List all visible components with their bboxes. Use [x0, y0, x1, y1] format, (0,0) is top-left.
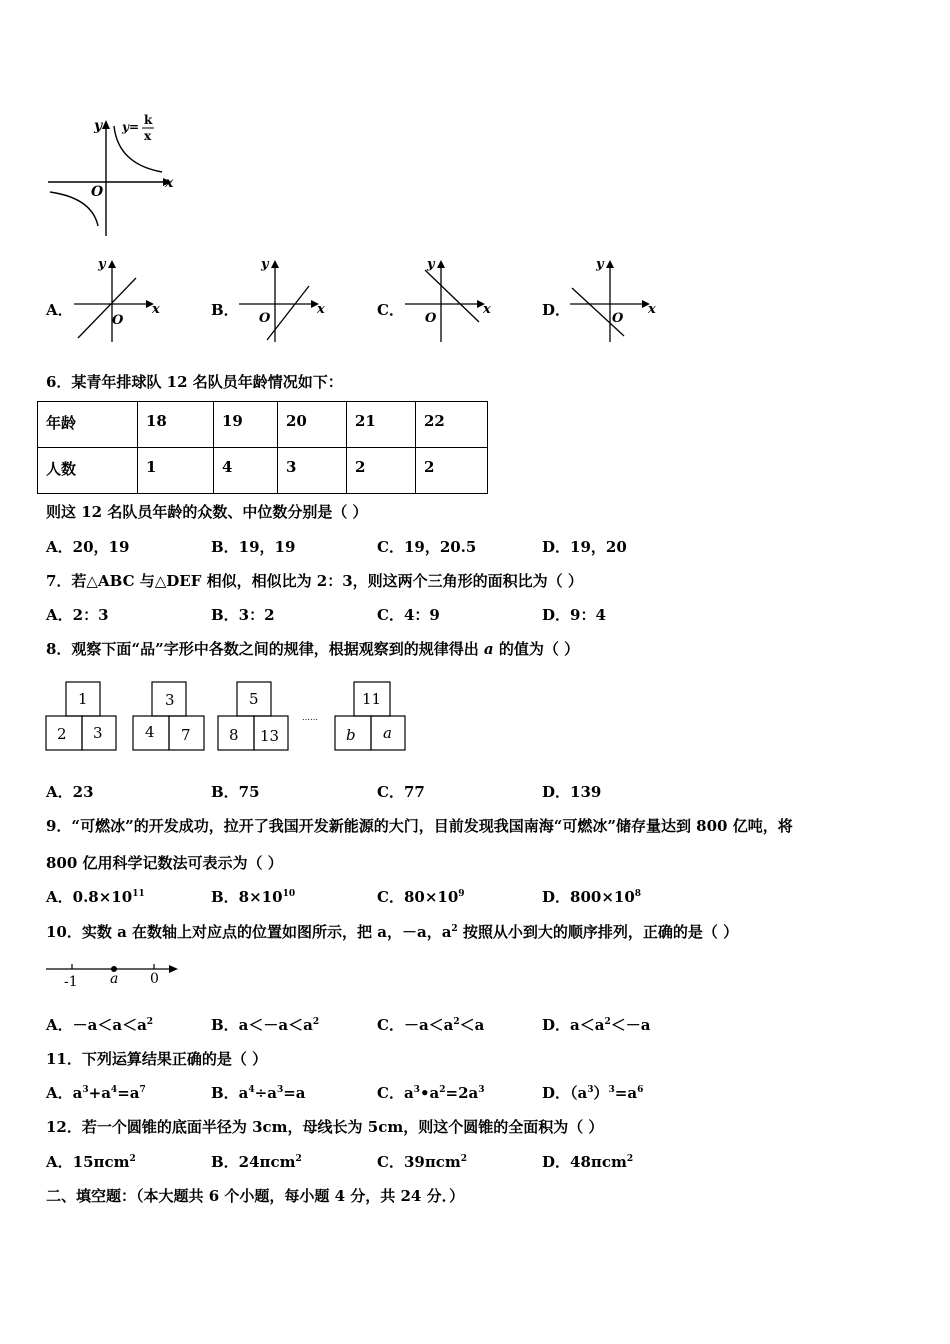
option-exponent: 9 [458, 889, 465, 899]
option-exponent: 2 [626, 1154, 634, 1164]
option-label: A．0.8×10 [46, 888, 133, 906]
q5-option-a-letter[interactable]: A． [46, 301, 73, 319]
q10-option-b[interactable] [211, 1014, 319, 1035]
option-label: B．24πcm [211, 1153, 296, 1171]
q6-option-c[interactable]: C．19，20.5 [377, 538, 477, 556]
option-exponent: 2 [295, 1154, 302, 1164]
y-axis-label: y [98, 257, 106, 272]
q7-option-d[interactable]: D．9：4 [542, 606, 606, 624]
q11-option-d[interactable] [542, 1082, 643, 1103]
q5-option-c-graph[interactable] [403, 256, 495, 344]
option-part: +a [88, 1084, 111, 1102]
option-post: ＜a [459, 1016, 485, 1034]
number-line [44, 958, 184, 992]
q9-option-a[interactable] [46, 886, 145, 907]
y-axis-label: y [94, 118, 103, 134]
table-header-cell: 人数 [38, 448, 138, 494]
option-exponent: 3 [608, 1085, 615, 1095]
figure-1-left: 2 [57, 725, 67, 743]
option-pre: A．－a＜a＜a [46, 1016, 147, 1034]
section-2-title: 二、填空题：（本大题共 6 个小题，每小题 4 分，共 24 分．） [46, 1187, 465, 1205]
q7-stem: 7．若△ABC 与△DEF 相似，相似比为 2：3，则这两个三角形的面积比为（ ） [46, 572, 583, 590]
figure-ellipsis: …… [302, 713, 318, 722]
q9-stem-line1: 9．“可燃冰”的开发成功，拉开了我国开发新能源的大门，目前发现我国南海“可燃冰”储存量达到 800 亿吨，将 [46, 817, 793, 835]
option-exponent: 2 [312, 1017, 320, 1027]
option-part: ） [593, 1084, 609, 1102]
q6-option-d[interactable]: D．19，20 [542, 538, 627, 556]
q10-stem [46, 921, 738, 942]
q8-stem-pre: 8．观察下面“品”字形中各数之间的规律，根据观察到的规律得出 [46, 640, 484, 658]
q7-option-c[interactable]: C．4：9 [377, 606, 440, 624]
figure-2-right: 7 [181, 726, 191, 744]
table-cell: 2 [416, 448, 488, 494]
option-label: A．15πcm [46, 1153, 130, 1171]
option-pre: C．－a＜a [377, 1016, 454, 1034]
pin-figures [40, 676, 420, 756]
q5-option-b-letter[interactable]: B． [211, 301, 239, 319]
figure-2-left: 4 [145, 723, 155, 741]
origin-label: O [259, 311, 271, 326]
q5-option-d-letter[interactable]: D． [542, 301, 571, 319]
q6-option-a[interactable]: A．20，19 [46, 538, 130, 556]
option-exponent: 11 [132, 889, 145, 899]
q5-option-d-graph[interactable] [568, 256, 660, 344]
q9-option-c[interactable] [377, 886, 465, 907]
option-label: D．800×10 [542, 888, 635, 906]
q12-option-d[interactable] [542, 1151, 633, 1172]
q8-option-a[interactable]: A．23 [46, 783, 94, 801]
q7-option-b[interactable]: B．3：2 [211, 606, 275, 624]
option-pre: B．a＜－a＜a [211, 1016, 313, 1034]
q7-option-a[interactable]: A．2：3 [46, 606, 109, 624]
origin-label: O [91, 184, 104, 200]
table-row [38, 402, 488, 448]
q9-option-d[interactable] [542, 886, 641, 907]
table-cell: 1 [138, 448, 214, 494]
q11-option-b[interactable] [211, 1082, 306, 1103]
option-pre: D．a＜a [542, 1016, 605, 1034]
option-exponent: 3 [413, 1085, 420, 1095]
q8-option-c[interactable]: C．77 [377, 783, 425, 801]
figure-4-top: 11 [362, 690, 382, 708]
option-part: =a [614, 1084, 638, 1102]
option-label: C．80×10 [377, 888, 459, 906]
option-exponent: 2 [453, 1017, 460, 1027]
figure-2-top: 3 [165, 691, 175, 709]
origin-label: O [112, 313, 124, 328]
q8-stem-var: a [483, 640, 494, 658]
q10-stem-exponent: 2 [451, 924, 458, 934]
table-cell: 20 [278, 402, 347, 448]
table-header-cell: 年龄 [38, 402, 138, 448]
figure-3-right: 13 [260, 727, 280, 745]
function-y-label: y= [122, 120, 140, 134]
age-table [37, 401, 488, 494]
option-exponent: 10 [282, 889, 296, 899]
q6-stem: 6．某青年排球队 12 名队员年龄情况如下： [46, 373, 343, 391]
table-cell: 2 [347, 448, 416, 494]
tick-minus-one: -1 [64, 974, 78, 990]
x-axis-label: x [648, 302, 656, 317]
option-exponent: 2 [460, 1154, 468, 1164]
table-cell: 19 [214, 402, 278, 448]
x-axis-label: x [317, 302, 325, 317]
q6-option-b[interactable]: B．19，19 [211, 538, 296, 556]
option-part: =2a [445, 1084, 479, 1102]
option-exponent: 3 [82, 1085, 89, 1095]
q11-option-c[interactable] [377, 1082, 485, 1103]
q5-option-a-graph[interactable] [72, 256, 164, 344]
figure-3-left: 8 [229, 726, 239, 744]
hyperbola-graph [44, 112, 184, 242]
function-x-label: x [144, 129, 152, 143]
x-axis-label: x [152, 302, 160, 317]
y-axis-label: y [261, 257, 269, 272]
figure-4-left: b [346, 726, 356, 744]
x-axis-label: x [483, 302, 491, 317]
option-post: ＜－a [610, 1016, 651, 1034]
option-label: B．8×10 [211, 888, 283, 906]
option-exponent: 2 [146, 1017, 154, 1027]
figure-1-right: 3 [93, 724, 103, 742]
y-axis-label: y [596, 257, 604, 272]
figure-3-top: 5 [249, 690, 259, 708]
q6-question: 则这 12 名队员年龄的众数、中位数分别是（ ） [46, 503, 368, 521]
q10-stem-pre: 10．实数 a 在数轴上对应点的位置如图所示，把 a，－a，a [46, 923, 452, 941]
table-cell: 21 [347, 402, 416, 448]
option-exponent: 8 [634, 889, 642, 899]
table-cell: 18 [138, 402, 214, 448]
option-exponent: 4 [248, 1085, 255, 1095]
table-cell: 3 [278, 448, 347, 494]
option-exponent: 6 [637, 1085, 644, 1095]
q8-option-d[interactable]: D．139 [542, 783, 602, 801]
q5-option-c-letter[interactable]: C． [377, 301, 404, 319]
function-k-label: k [144, 113, 153, 127]
tick-zero: 0 [150, 971, 159, 987]
point-a-label: a [110, 971, 119, 987]
figure-4-right: a [383, 724, 392, 742]
option-part: =a [117, 1084, 140, 1102]
q12-option-a[interactable] [46, 1151, 136, 1172]
option-label: D．48πcm [542, 1153, 627, 1171]
option-exponent: 3 [587, 1085, 594, 1095]
q8-option-b[interactable]: B．75 [211, 783, 260, 801]
q12-stem: 12．若一个圆锥的底面半径为 3cm，母线长为 5cm，则这个圆锥的全面积为（ ） [46, 1118, 604, 1136]
option-part: ÷a [254, 1084, 277, 1102]
x-axis-label: x [165, 175, 174, 191]
q8-stem [46, 638, 579, 659]
q10-option-a[interactable] [46, 1014, 153, 1035]
q9-stem-line2: 800 亿用科学记数法可表示为（ ） [46, 854, 283, 872]
option-part: A．a [46, 1084, 83, 1102]
option-exponent: 7 [139, 1085, 146, 1095]
q12-option-c[interactable] [377, 1151, 467, 1172]
origin-label: O [425, 311, 437, 326]
option-exponent: 4 [110, 1085, 118, 1095]
q8-stem-post: 的值为（ ） [493, 640, 580, 658]
q10-option-d[interactable] [542, 1014, 650, 1035]
option-exponent: 2 [604, 1017, 611, 1027]
q9-option-b[interactable] [211, 886, 295, 907]
y-axis-label: y [427, 257, 435, 272]
q11-stem: 11．下列运算结果正确的是（ ） [46, 1050, 268, 1068]
q10-stem-post: 按照从小到大的顺序排列，正确的是（ ） [457, 923, 739, 941]
option-part: B．a [211, 1084, 249, 1102]
option-exponent: 3 [478, 1085, 485, 1095]
table-cell: 22 [416, 402, 488, 448]
q11-option-a[interactable] [46, 1082, 146, 1103]
option-exponent: 3 [276, 1085, 284, 1095]
option-part: C．a [377, 1084, 414, 1102]
table-cell: 4 [214, 448, 278, 494]
option-part: =a [283, 1084, 306, 1102]
q10-option-c[interactable] [377, 1014, 484, 1035]
table-row [38, 448, 488, 494]
option-label: C．39πcm [377, 1153, 461, 1171]
figure-1-top: 1 [78, 690, 88, 708]
q5-option-b-graph[interactable] [237, 256, 329, 344]
q12-option-b[interactable] [211, 1151, 302, 1172]
option-part: D．（a [542, 1084, 588, 1102]
option-exponent: 2 [439, 1085, 446, 1095]
option-exponent: 2 [129, 1154, 136, 1164]
origin-label: O [612, 311, 624, 326]
option-part: •a [419, 1084, 440, 1102]
